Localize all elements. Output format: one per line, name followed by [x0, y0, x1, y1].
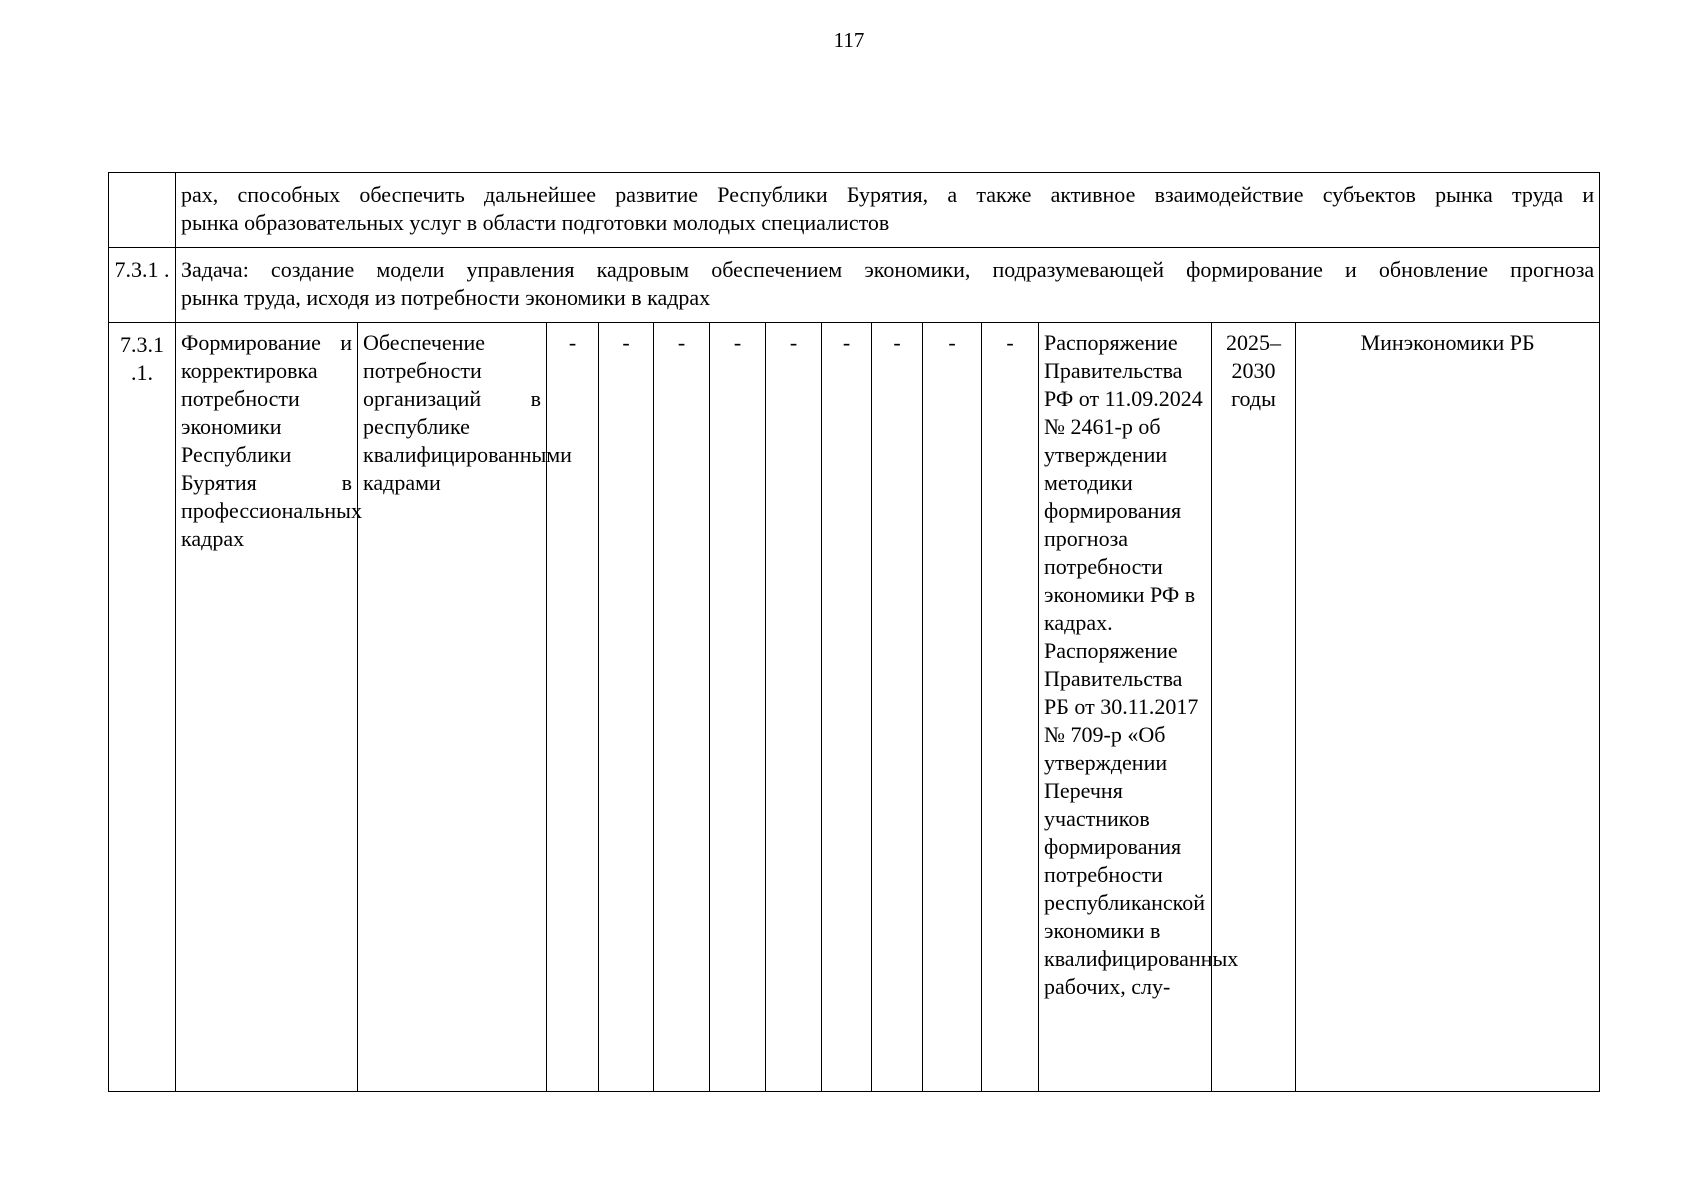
row3-number-cell: 7.3.1 .1.: [109, 323, 176, 1092]
row3-dash-5: -: [766, 323, 822, 1092]
row1-number-cell: [109, 173, 176, 248]
row1-text-cell: [176, 173, 1600, 248]
row3-dash-1: -: [547, 323, 599, 1092]
row2-text-line2: рынка труда, исходя из потребности экономики в кадрах: [181, 285, 711, 310]
row3-executor-cell: Минэкономики РБ: [1296, 323, 1600, 1092]
row2-number-cell: 7.3.1 .: [109, 248, 176, 323]
row3-dash-9: -: [982, 323, 1039, 1092]
page-number: 117: [833, 28, 865, 52]
table-row-measure: [109, 323, 1600, 1092]
row3-dash-2: -: [599, 323, 654, 1092]
table-row-task: [109, 248, 1600, 323]
program-table: [108, 172, 1600, 1092]
row3-measure-cell: Формирование и корректировка потребности экономики Республики Бурятия в профессиональных кадрах: [176, 323, 358, 1092]
row1-text-line1: рах, способных обеспечить дальнейшее развитие Республики Бурятия, а также активное взаимодействие субъектов рынка труда и: [181, 182, 1595, 207]
row3-dash-3: -: [654, 323, 710, 1092]
row3-dash-6: -: [822, 323, 872, 1092]
row3-result-cell: Обеспечение потребности организаций в республике квалифицированными кадрами: [358, 323, 547, 1092]
row3-dash-8: -: [923, 323, 982, 1092]
row2-task-cell: [176, 248, 1600, 323]
row2-text-line1: Задача: создание модели управления кадровым обеспечением экономики, подразумевающей формирование и обновление прогноза: [181, 257, 1595, 282]
table-row-goal-continuation: [109, 173, 1600, 248]
row1-text-line2: рынка образовательных услуг в области подготовки молодых специалистов: [181, 210, 890, 235]
row3-dash-7: -: [872, 323, 923, 1092]
row3-dash-4: -: [710, 323, 766, 1092]
row3-period-cell: 2025– 2030 годы: [1212, 323, 1296, 1092]
row3-basis-cell: Распоряжение Правительства РФ от 11.09.2024 № 2461-р об утверждении методики формирования прогноза потребности экономики РФ в кадрах. Распоряжение Правительства РБ от 30.11.2017 № 709-р «Об утверждении Перечня участников формирования потребности республиканской экономики в квалифицированных рабочих, слу-: [1039, 323, 1212, 1092]
